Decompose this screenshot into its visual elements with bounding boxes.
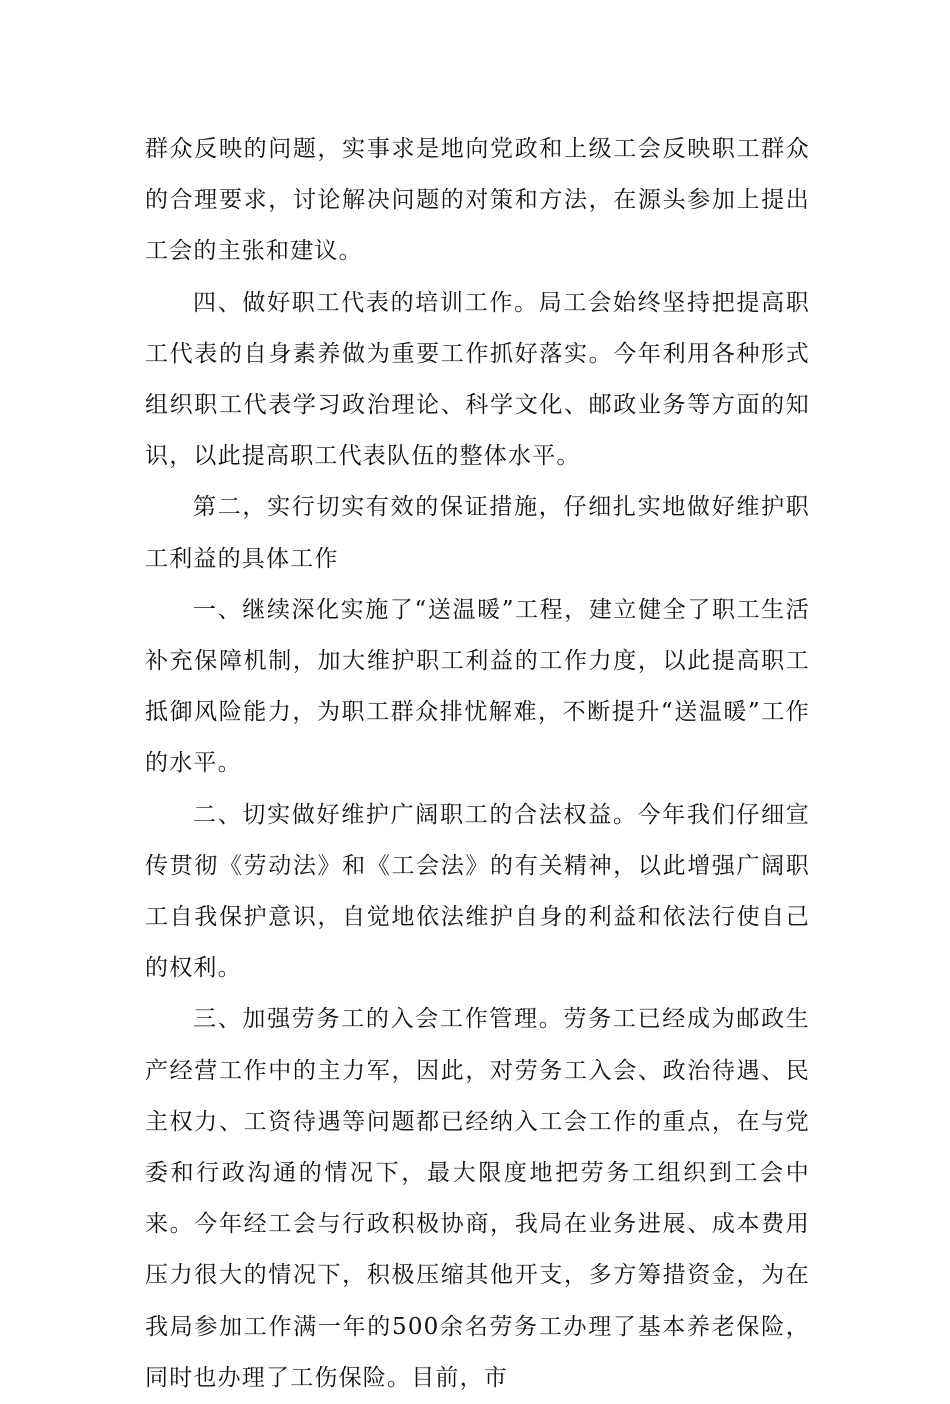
document-body [145,124,810,1404]
paragraph-3: 第二，实行切实有效的保证措施，仔细扎实地做好维护职工利益的具体工作 [145,494,810,572]
paragraph-6: 三、加强劳务工的入会工作管理。劳务工已经成为邮政生产经营工作中的主力军，因此，对劳务工入会、政治待遇、民主权力、工资待遇等问题都已经纳入工会工作的重点，在与党委和行政沟通的情况下，最大限度地把劳务工组织到工会中来。今年经工会与行政积极协商，我局在业务进展、成本费用压力很大的情况下，积极压缩其他开支，多方筹措资金，为在我局参加工作满一年的500余名劳务工办理了基本养老保险，同时也办理了工伤保险。目前，市 [145,1006,810,1391]
paragraph-5: 二、切实做好维护广阔职工的合法权益。今年我们仔细宣传贯彻《劳动法》和《工会法》的有关精神，以此增强广阔职工自我保护意识，自觉地依法维护自身的利益和依法行使自己的权利。 [145,801,810,982]
paragraph-2: 四、做好职工代表的培训工作。局工会始终坚持把提高职工代表的自身素养做为重要工作抓好落实。今年利用各种形式组织职工代表学习政治理论、科学文化、邮政业务等方面的知识，以此提高职工代表队伍的整体水平。 [145,289,810,470]
paragraph-1: 群众反映的问题，实事求是地向党政和上级工会反映职工群众的合理要求，讨论解决问题的对策和方法，在源头参加上提出工会的主张和建议。 [145,136,810,265]
paragraph-4: 一、继续深化实施了“送温暖”工程，建立健全了职工生活补充保障机制，加大维护职工利益的工作力度，以此提高职工抵御风险能力，为职工群众排忧解难，不断提升“送温暖”工作的水平。 [145,596,810,777]
